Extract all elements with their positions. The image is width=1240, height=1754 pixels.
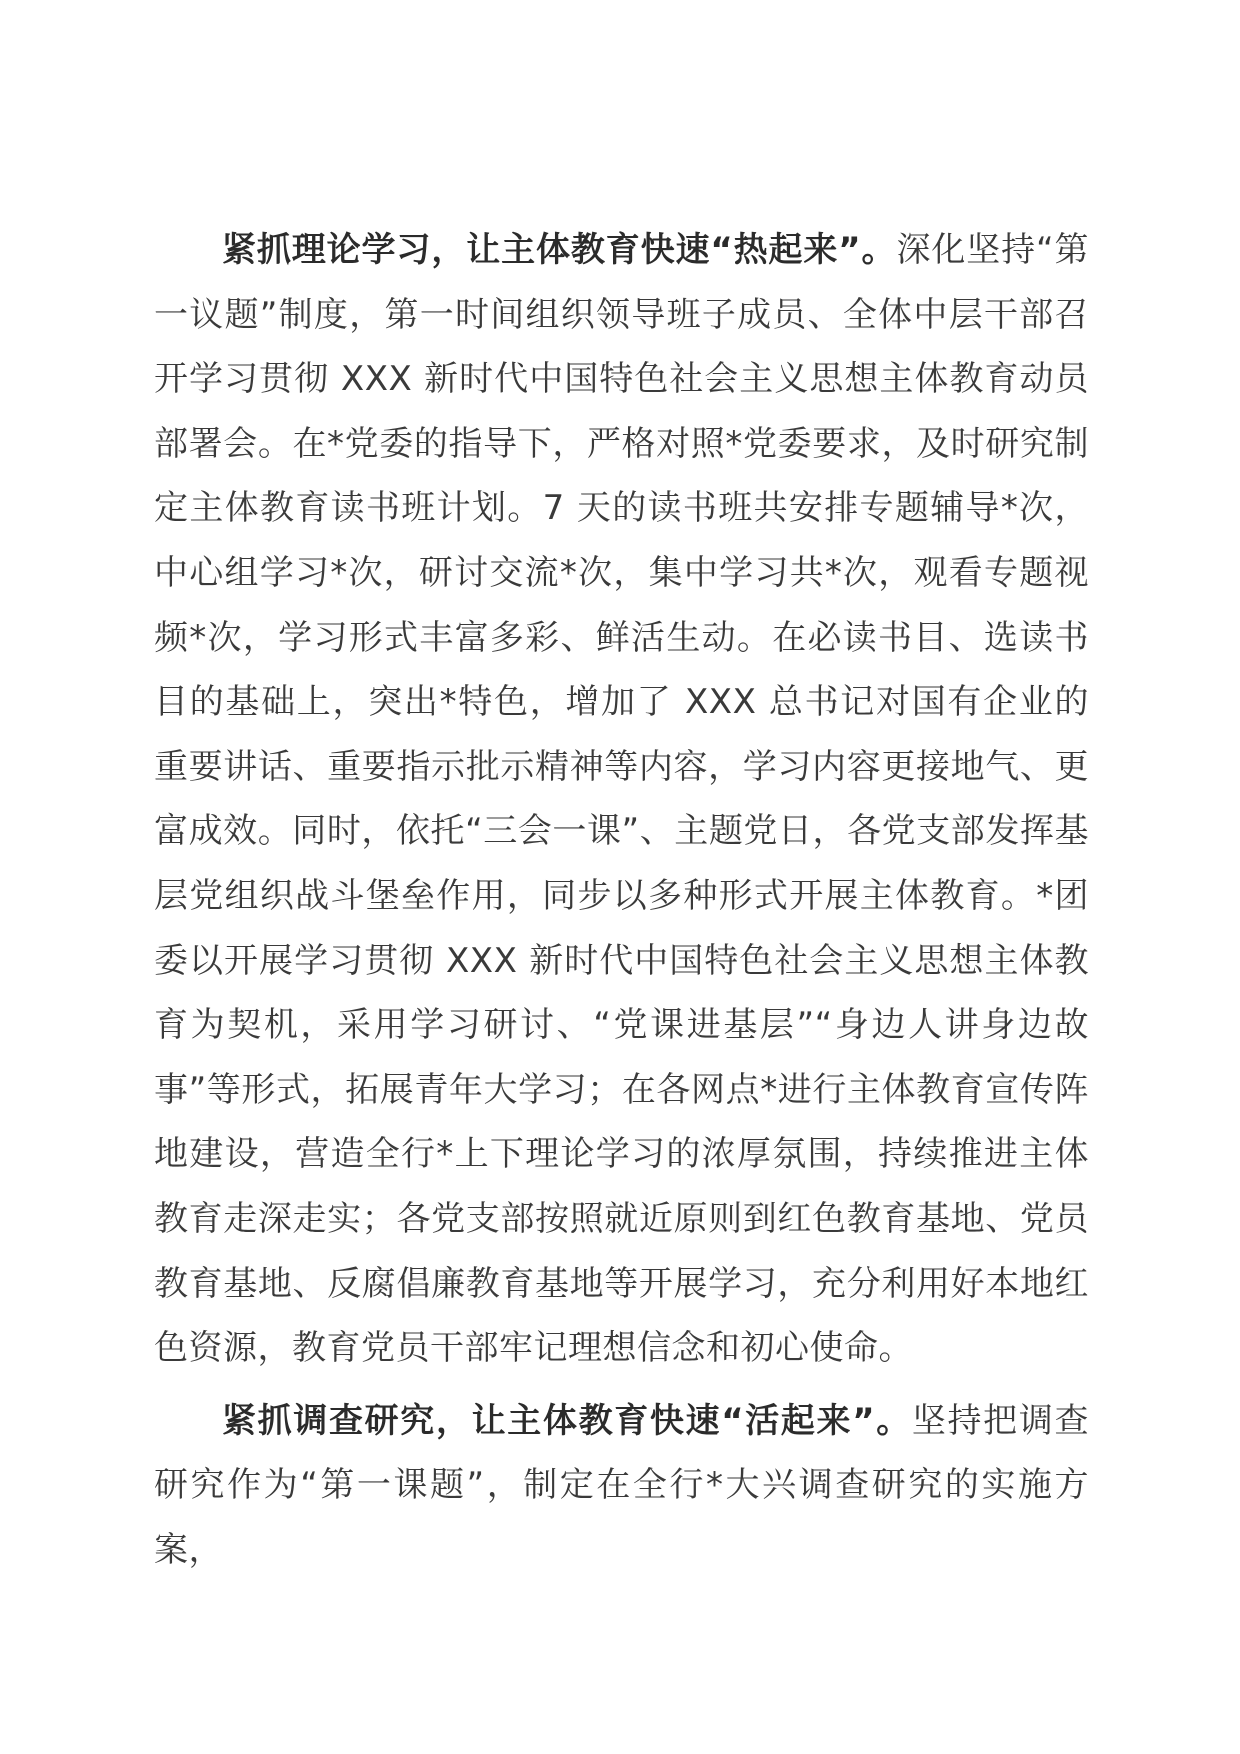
paragraph-lead-heading: 紧抓调查研究，让主体教育快速“活起来”。: [222, 1400, 912, 1441]
paragraph-lead-heading: 紧抓理论学习，让主体教育快速“热起来”。: [222, 230, 897, 270]
paragraph-research: [154, 1389, 1089, 1583]
paragraph-body-text: 深化坚持“第一议题”制度，第一时间组织领导班子成员、全体中层干部召开学习贯彻 XXX 新时代中国特色社会主义思想主体教育动员部署会。在*党委的指导下，严格对照*党委要求，及时研究制定主体教育读书班计划。7 天的读书班共安排专题辅导*次，中心组学习*次，研讨交流*次，集中学习共*次，观看专题视频*次，学习形式丰富多彩、鲜活生动。在必读书目、选读书目的基础上，突出*特色，增加了 XXX 总书记对国有企业的重要讲话、重要指示批示精神等内容，学习内容更接地气、更富成效。同时，依托“三会一课”、主题党日，各党支部发挥基层党组织战斗堡垒作用，同步以多种形式开展主体教育。*团委以开展学习贯彻 XXX 新时代中国特色社会主义思想主体教育为契机，采用学习研讨、“党课进基层”“身边人讲身边故事”等形式，拓展青年大学习；在各网点*进行主体教育宣传阵地建设，营造全行*上下理论学习的浓厚氛围，持续推进主体教育走深走实；各党支部按照就近原则到红色教育基地、党员教育基地、反腐倡廉教育基地等开展学习，充分利用好本地红色资源，教育党员干部牢记理想信念和初心使命。: [154, 230, 1090, 1369]
document-body: [154, 218, 1089, 1582]
paragraph-body-text: 坚持把调查研究作为“第一课题”，制定在全行*大兴调查研究的实施方案，: [154, 1400, 1089, 1570]
paragraph-theory-study: [154, 218, 1089, 1381]
